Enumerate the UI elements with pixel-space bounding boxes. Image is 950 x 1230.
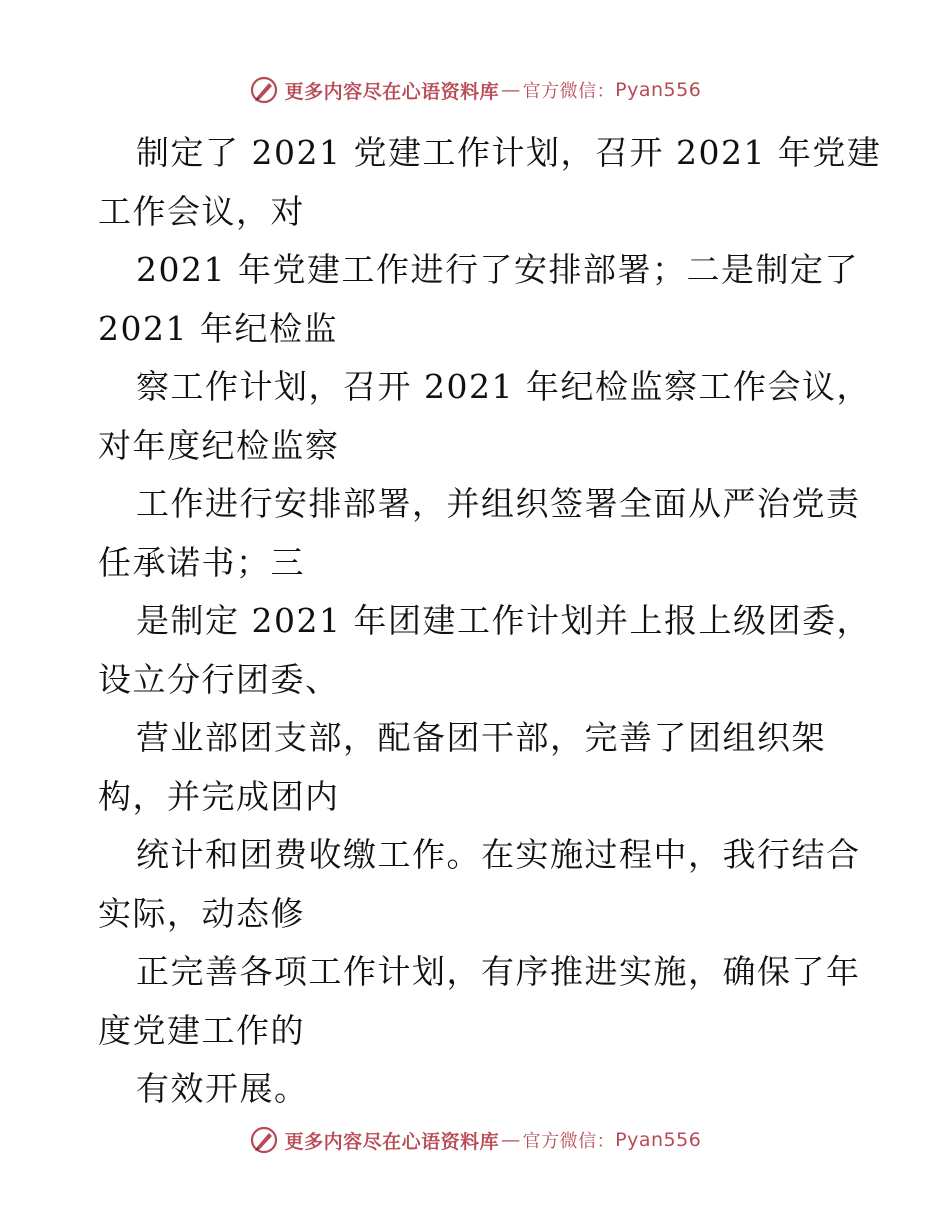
body-line: 任承诺书；三 (98, 542, 305, 582)
banner-wechat-id: Pyan556 (615, 79, 702, 101)
body-line: 设立分行团委、 (98, 659, 340, 699)
body-line: 正完善各项工作计划，有序推进实施，确保了年 (136, 952, 861, 991)
body-line: 构，并完成团内 (98, 776, 340, 816)
banner-wechat-label: 官方微信： (522, 81, 616, 102)
banner-text: 更多内容尽在心语资料库 (284, 80, 500, 103)
body-line: 实际，动态修 (98, 893, 305, 933)
banner-text: 更多内容尽在心语资料库 (284, 1130, 500, 1153)
banner-wechat-id: Pyan556 (615, 1129, 702, 1151)
footer-watermark (0, 1122, 950, 1158)
body-line: 工作会议，对 (98, 191, 305, 231)
body-line: 统计和团费收缴工作。在实施过程中，我行结合 (136, 835, 861, 874)
body-line: 2021 年纪检监 (98, 308, 338, 348)
banner-dash: — (501, 79, 521, 101)
body-line: 对年度纪检监察 (98, 425, 340, 465)
body-line: 是制定 2021 年团建工作计划并上报上级团委， (136, 601, 871, 640)
header-watermark (0, 72, 950, 108)
body-line: 制定了 2021 党建工作计划，召开 2021 年党建 (136, 133, 882, 172)
body-line: 营业部团支部，配备团干部，完善了团组织架 (136, 718, 826, 757)
body-text (98, 124, 882, 1119)
pen-logo-icon (249, 1125, 279, 1155)
body-line: 有效开展。 (136, 1069, 309, 1108)
body-line: 工作进行安排部署，并组织签署全面从严治党责 (136, 484, 861, 523)
banner-wechat-label: 官方微信： (522, 1131, 616, 1152)
body-line: 察工作计划，召开 2021 年纪检监察工作会议， (136, 367, 871, 406)
body-line: 2021 年党建工作进行了安排部署；二是制定了 (136, 250, 859, 289)
pen-logo-icon (249, 75, 279, 105)
banner-dash: — (501, 1129, 521, 1151)
body-line: 度党建工作的 (98, 1010, 305, 1050)
